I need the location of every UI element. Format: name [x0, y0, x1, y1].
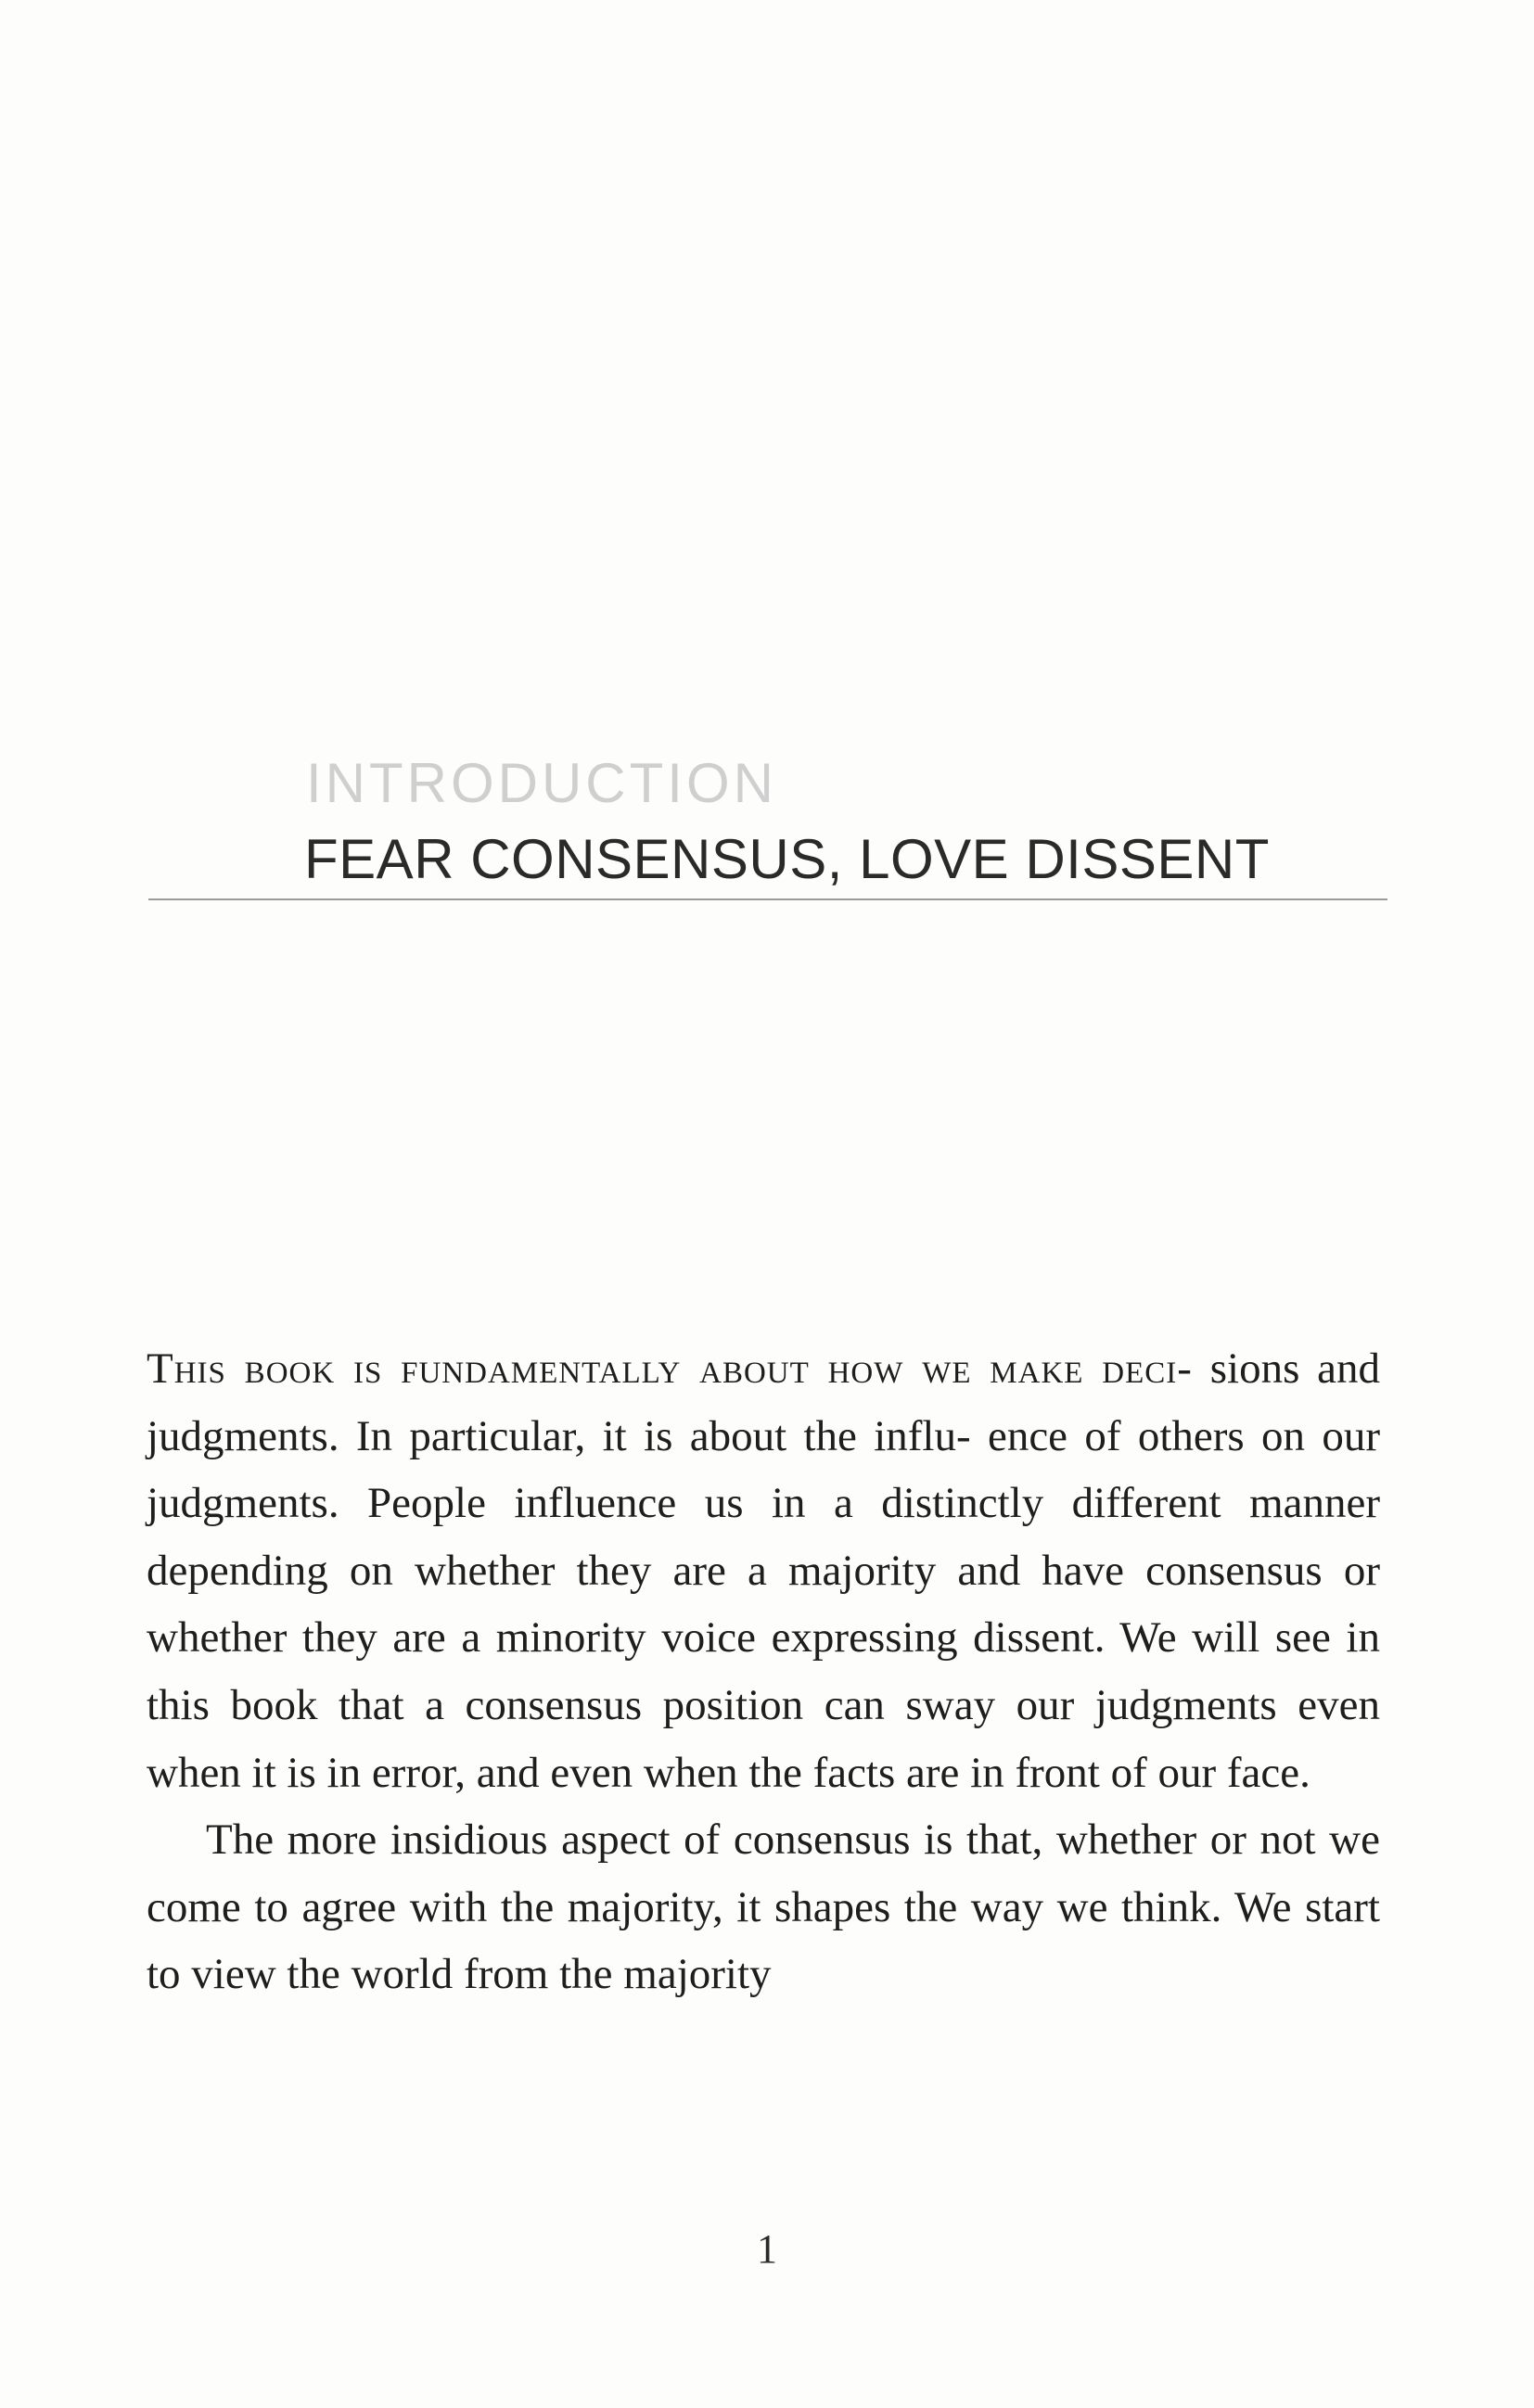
page-number: 1: [757, 2226, 777, 2272]
paragraph-2: The more insidious aspect of consensus is that, whether or not we come to agree with the majority, it shapes the way we think. We start to view the world from the majority: [147, 1816, 1380, 1999]
chapter-title: FEAR CONSENSUS, LOVE DISSENT: [304, 828, 1270, 890]
chapter-label: INTRODUCTION: [306, 752, 777, 814]
chapter-title-rule: [148, 898, 1387, 900]
body-text: [147, 1335, 1380, 2008]
paragraph-1-text: sions and judgments. In particular, it is about the influ- ence of others on our judgments. People influence us in a distinctly different manner depending on whether they are a majority and have consensus or whether they are a minority voice expressing dissent. We will see in this book that a consensus position can sway our judgments even when it is in error, and even when the facts are in front of our face.: [147, 1344, 1381, 1797]
paragraph-lead-in: This book is fundamentally about how we make deci-: [147, 1344, 1193, 1393]
paragraph-1: [147, 1335, 1380, 1806]
